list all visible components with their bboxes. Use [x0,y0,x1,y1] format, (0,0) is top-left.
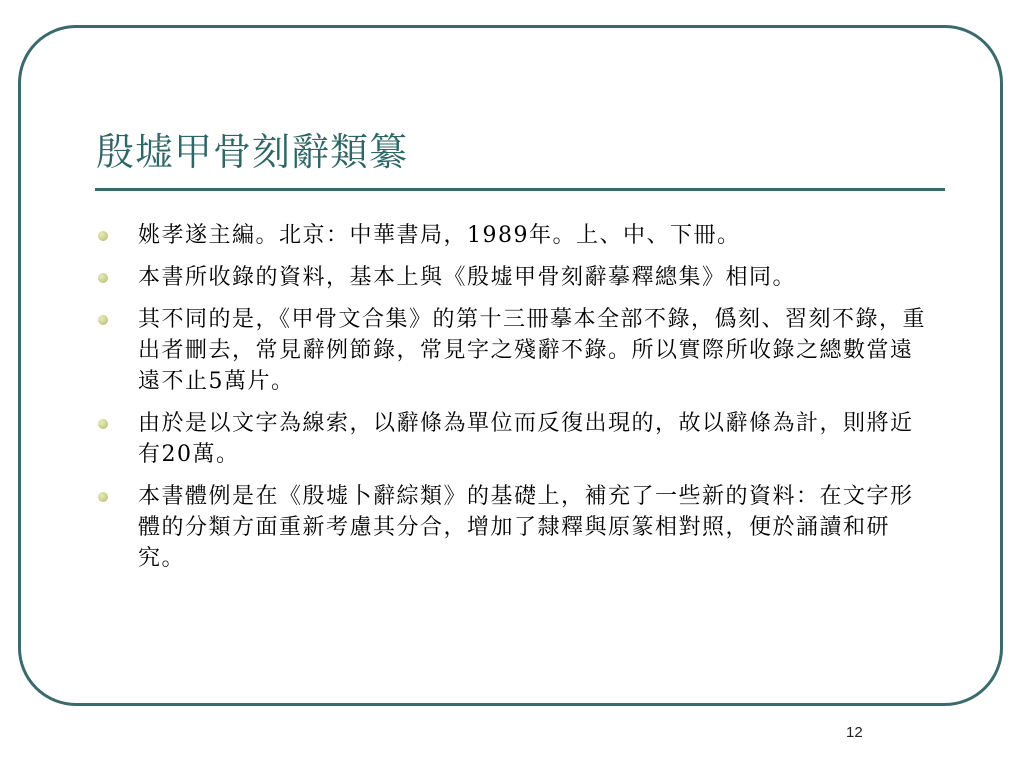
bullet-dot-icon [98,231,108,241]
bullet-text: 本書體例是在《殷墟卜辭綜類》的基礎上，補充了一些新的資料：在文字形體的分類方面重新考慮其分合，增加了隸釋與原篆相對照，便於誦讀和研究。 [138,484,914,571]
bullet-text: 本書所收錄的資料，基本上與《殷墟甲骨刻辭摹釋總集》相同。 [138,265,797,290]
bullet-item [96,220,936,251]
bullet-item [96,481,936,574]
bullet-dot-icon [98,492,108,502]
bullet-list [96,220,936,585]
bullet-item [96,262,936,293]
bullet-dot-icon [98,273,108,283]
title-underline [95,188,945,191]
bullet-item [96,408,936,470]
bullet-dot-icon [98,419,108,429]
bullet-text: 姚孝遂主編。北京：中華書局，1989年。上、中、下冊。 [138,223,741,248]
bullet-item [96,304,936,397]
slide-title: 殷墟甲骨刻辭類纂 [96,130,409,174]
bullet-text: 其不同的是，《甲骨文合集》的第十三冊摹本全部不錄，僞刻、習刻不錄，重出者刪去，常見辭例節錄，常見字之殘辭不錄。所以實際所收錄之總數當遠遠不止5萬片。 [138,307,927,394]
bullet-text: 由於是以文字為線索，以辭條為單位而反復出現的，故以辭條為計，則將近有20萬。 [138,411,914,467]
bullet-dot-icon [98,315,108,325]
page-number: 12 [846,724,863,741]
